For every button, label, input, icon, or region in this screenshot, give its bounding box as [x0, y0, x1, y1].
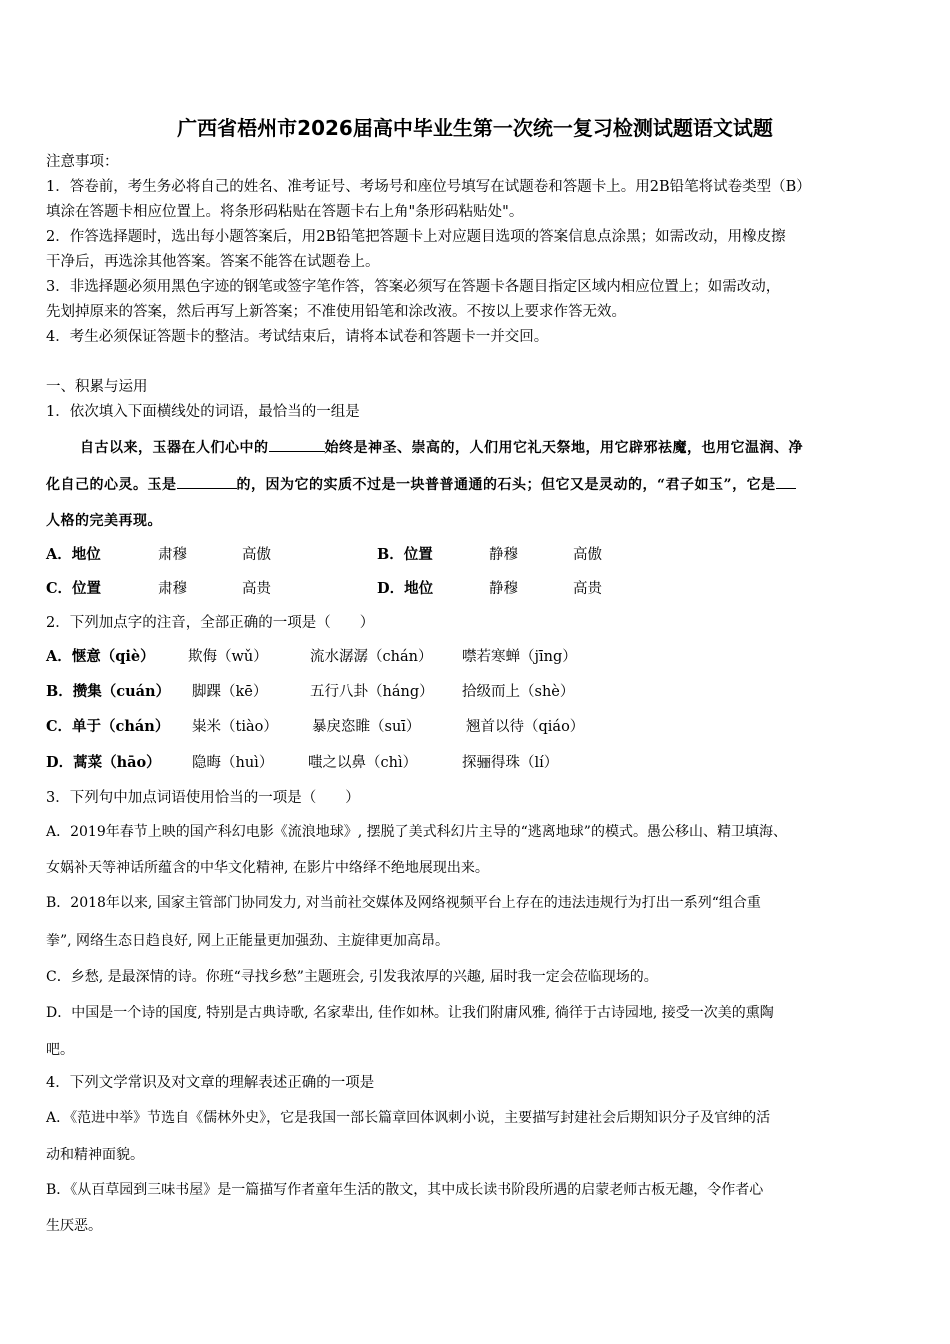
question-3-stem: 3．下列句中加点词语使用恰当的一项是（ ）: [46, 790, 360, 806]
question-4-stem: 4．下列文学常识及对文章的理解表述正确的一项是: [46, 1075, 375, 1091]
notice-line: 干净后，再选涂其他答案。答案不能答在试题卷上。: [46, 254, 380, 270]
option-item: 探骊得珠（lí）: [462, 755, 559, 771]
option-word: 高傲: [573, 547, 602, 563]
question-4-option-b[interactable]: B．《从百草园到三味书屋》是一篇描写作者童年生活的散文，其中成长读书阶段所遇的启蒙老师古板无趣，令作者心: [46, 1182, 764, 1198]
option-item: 欺侮（wǔ）: [188, 649, 268, 665]
question-4-option-a-cont: 动和精神面貌。: [46, 1147, 144, 1163]
option-item: 暴戾恣睢（suī）: [312, 719, 421, 735]
question-3-option-b-cont: 拳”, 网络生态日趋良好, 网上正能量更加强劲、主旋律更加高昂。: [46, 933, 449, 949]
notice-line: 2．作答选择题时，选出每小题答案后，用2B铅笔把答题卡上对应题目选项的答案信息点涂黑；如需改动，用橡皮擦: [46, 229, 786, 245]
option-b[interactable]: B．位置: [377, 546, 433, 563]
option-d[interactable]: D．蒿菜（hāo）: [46, 754, 161, 771]
passage-text: 始终是神圣、崇高的，人们用它礼天祭地，用它辟邪祛魔，也用它温润、净: [324, 440, 803, 456]
option-item: 粜米（tiào）: [192, 719, 278, 735]
passage-text: 化自己的心灵。玉是: [46, 477, 177, 493]
fill-blank: [177, 474, 237, 489]
passage-text: 的，因为它的实质不过是一块普普通通的石头；但它又是灵动的，“君子如玉”，它是: [236, 477, 776, 493]
option-word: 高贵: [573, 581, 602, 597]
option-item: 流水潺潺（chán）: [310, 649, 433, 665]
option-word: 静穆: [489, 547, 518, 563]
option-a[interactable]: A．惬意（qiè）: [46, 648, 155, 665]
option-item: 翘首以待（qiáo）: [466, 719, 585, 735]
notice-line: 3．非选择题必须用黑色字迹的钢笔或签字笔作答，答案必须写在答题卡各题目指定区域内相应位置上；如需改动，: [46, 279, 781, 295]
passage-text: 自古以来，玉器在人们心中的: [80, 440, 269, 456]
question-1-passage-line: 人格的完美再现。: [46, 513, 162, 529]
question-4-option-b-cont: 生厌恶。: [46, 1218, 102, 1234]
fill-blank: [269, 437, 325, 452]
option-c[interactable]: C．单于（chán）: [46, 718, 170, 735]
option-item: 拾级而上（shè）: [462, 684, 575, 700]
option-item: 嗤之以鼻（chì）: [308, 755, 418, 771]
question-1-passage-line: [80, 437, 803, 458]
question-3-option-b[interactable]: B．2018年以来, 国家主管部门协同发力, 对当前社交媒体及网络视频平台上存在的违法违规行为打出一系列“组合重: [46, 895, 761, 911]
option-word: 高贵: [242, 581, 271, 597]
question-3-option-c[interactable]: C．乡愁, 是最深情的诗。你班“寻找乡愁”主题班会, 引发我浓厚的兴趣, 届时我一定会莅临现场的。: [46, 969, 658, 985]
option-word: 肃穆: [158, 581, 187, 597]
option-d[interactable]: D．地位: [377, 580, 434, 597]
option-item: 隐晦（huì）: [192, 755, 274, 771]
notice-line: 填涂在答题卡相应位置上。将条形码粘贴在答题卡右上角"条形码粘贴处"。: [46, 204, 524, 220]
section-heading: 一、积累与运用: [46, 379, 148, 395]
option-item: 五行八卦（háng）: [310, 684, 434, 700]
notice-line: 先划掉原来的答案，然后再写上新答案；不准使用铅笔和涂改液。不按以上要求作答无效。: [46, 304, 626, 320]
question-3-option-d[interactable]: D．中国是一个诗的国度, 特别是古典诗歌, 名家辈出, 佳作如林。让我们附庸风雅, 徜徉于古诗园地, 接受一次美的熏陶: [46, 1005, 774, 1021]
question-1-stem: 1．依次填入下面横线处的词语，最恰当的一组是: [46, 404, 360, 420]
notice-line: 4．考生必须保证答题卡的整洁。考试结束后，请将本试卷和答题卡一并交回。: [46, 329, 549, 345]
fill-blank: [776, 474, 796, 489]
page-title: 广西省梧州市2026届高中毕业生第一次统一复习检测试题语文试题: [177, 116, 773, 140]
option-word: 高傲: [242, 547, 271, 563]
notice-line: 1．答卷前，考生务必将自己的姓名、准考证号、考场号和座位号填写在试题卷和答题卡上。用2B铅笔将试卷类型（B）: [46, 179, 811, 195]
notice-heading: 注意事项：: [46, 154, 119, 170]
question-4-option-a[interactable]: A．《范进中举》节选自《儒林外史》，它是我国一部长篇章回体讽刺小说，主要描写封建社会后期知识分子及官绅的活: [46, 1110, 771, 1126]
question-3-option-d-cont: 吧。: [46, 1042, 74, 1058]
question-2-stem: 2．下列加点字的注音，全部正确的一项是（ ）: [46, 615, 375, 631]
option-word: 肃穆: [158, 547, 187, 563]
option-word: 静穆: [489, 581, 518, 597]
option-item: 脚踝（kē）: [192, 684, 268, 700]
question-3-option-a[interactable]: A．2019年春节上映的国产科幻电影《流浪地球》, 摆脱了美式科幻片主导的“逃离地球”的模式。愚公移山、精卫填海、: [46, 824, 787, 840]
option-item: 噤若寒蝉（jīng）: [462, 649, 577, 665]
question-3-option-a-cont: 女娲补天等神话所蕴含的中华文化精神, 在影片中络绎不绝地展现出来。: [46, 860, 489, 876]
option-a[interactable]: A．地位: [46, 546, 101, 563]
question-1-passage-line: [46, 474, 796, 495]
option-b[interactable]: B．攒集（cuán）: [46, 683, 171, 700]
option-c[interactable]: C．位置: [46, 580, 102, 597]
